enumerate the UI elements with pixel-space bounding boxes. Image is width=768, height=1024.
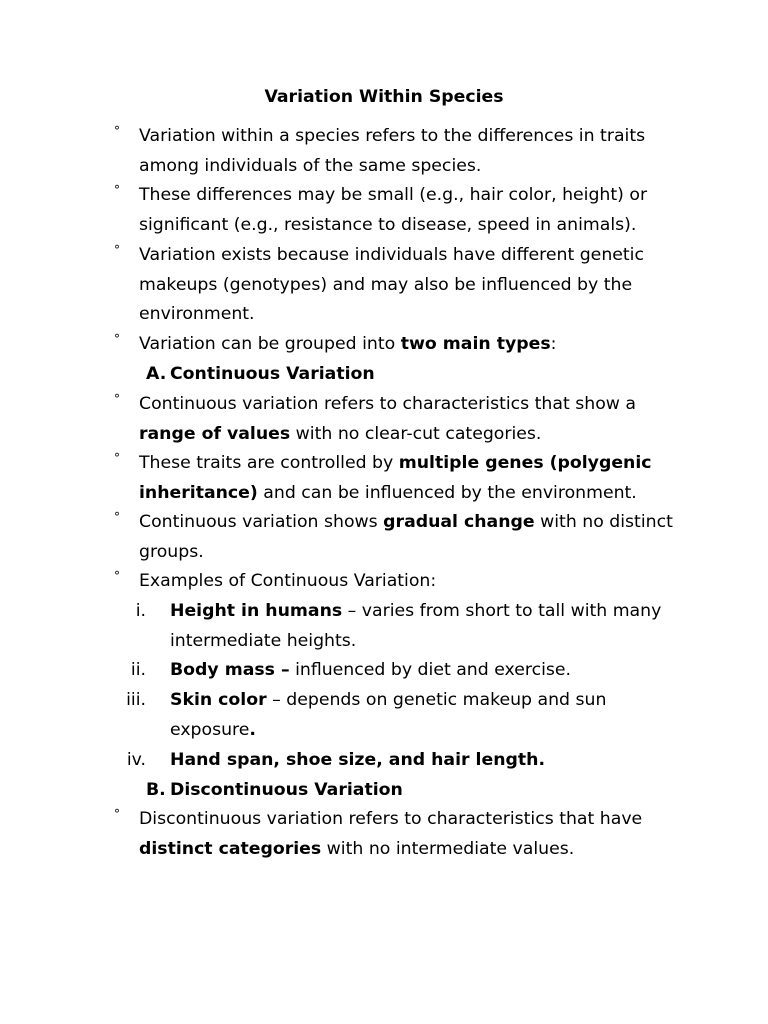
example-text: [170, 746, 670, 776]
bullet-text: [139, 508, 684, 567]
text-run: Discontinuous variation refers to characteristics that have: [139, 809, 643, 829]
bullet-text: [139, 805, 684, 864]
bullet-icon: °: [114, 510, 120, 524]
bullet-text: [139, 449, 684, 508]
document-title: Variation Within Species: [264, 87, 504, 107]
text-run: :: [550, 334, 557, 354]
bold-text-run: distinct categories: [139, 838, 322, 859]
bullet-icon: °: [114, 183, 120, 197]
text-run: Variation exists because individuals have different genetic makeups (genotypes) and may also be influenced by the environment.: [139, 245, 644, 325]
bullet-text: [139, 390, 684, 449]
bullet-icon: °: [114, 124, 120, 138]
bold-text-run: Body mass –: [170, 660, 290, 680]
bold-text-run: multiple genes (polygenic inheritance): [139, 453, 652, 503]
bold-text-run: two main types: [400, 334, 551, 354]
list-numeral: iii.: [126, 690, 146, 710]
list-numeral: iv.: [126, 750, 146, 770]
text-run: and can be influenced by the environment.: [257, 482, 637, 503]
text-run: – varies from short to tall with many intermediate heights.: [170, 601, 662, 651]
bold-text-run: range of values: [139, 423, 291, 444]
bullet-icon: °: [114, 392, 120, 406]
section-title: Continuous Variation: [170, 364, 375, 384]
list-numeral: ii.: [130, 660, 146, 680]
text-run: Variation can be grouped into: [139, 334, 401, 354]
list-numeral: i.: [135, 601, 146, 621]
text-run: Continuous variation refers to characteristics that show a: [139, 394, 636, 414]
text-run: influenced by diet and exercise.: [289, 660, 572, 680]
bold-text-run: gradual change: [383, 512, 535, 532]
text-run: with no intermediate values.: [321, 838, 575, 859]
text-run: Variation within a species refers to the differences in traits among individuals of the same species.: [139, 126, 646, 176]
bullet-text: [139, 241, 684, 330]
section-title: Discontinuous Variation: [170, 780, 403, 800]
text-run: with no clear-cut categories.: [290, 423, 542, 444]
bullet-icon: °: [114, 807, 120, 821]
bullet-text: [139, 181, 684, 240]
bullet-text: [139, 330, 684, 360]
bullet-icon: °: [114, 569, 120, 583]
text-run: with no distinct groups.: [139, 512, 673, 562]
bold-text-run: Skin color: [170, 690, 267, 710]
bold-text-run: Height in humans: [170, 601, 343, 621]
text-run: Continuous variation shows: [139, 512, 384, 532]
bullet-icon: °: [114, 332, 120, 346]
text-run: These differences may be small (e.g., hair color, height) or significant (e.g., resistance to disease, speed in animals).: [139, 185, 648, 235]
bold-text-run: Hand span, shoe size, and hair length.: [170, 750, 546, 770]
bullet-icon: °: [114, 451, 120, 465]
bullet-text: [139, 567, 684, 597]
text-run: – depends on genetic makeup and sun exposure: [170, 690, 607, 740]
section-letter: A.: [146, 364, 167, 384]
bold-text-run: .: [249, 719, 256, 740]
example-text: [170, 656, 670, 686]
text-run: These traits are controlled by: [139, 453, 399, 473]
text-run: Examples of Continuous Variation:: [139, 571, 437, 591]
bullet-text: [139, 122, 684, 181]
bullet-icon: °: [114, 243, 120, 257]
section-letter: B.: [146, 780, 166, 800]
example-text: [170, 686, 670, 745]
example-text: [170, 597, 670, 656]
